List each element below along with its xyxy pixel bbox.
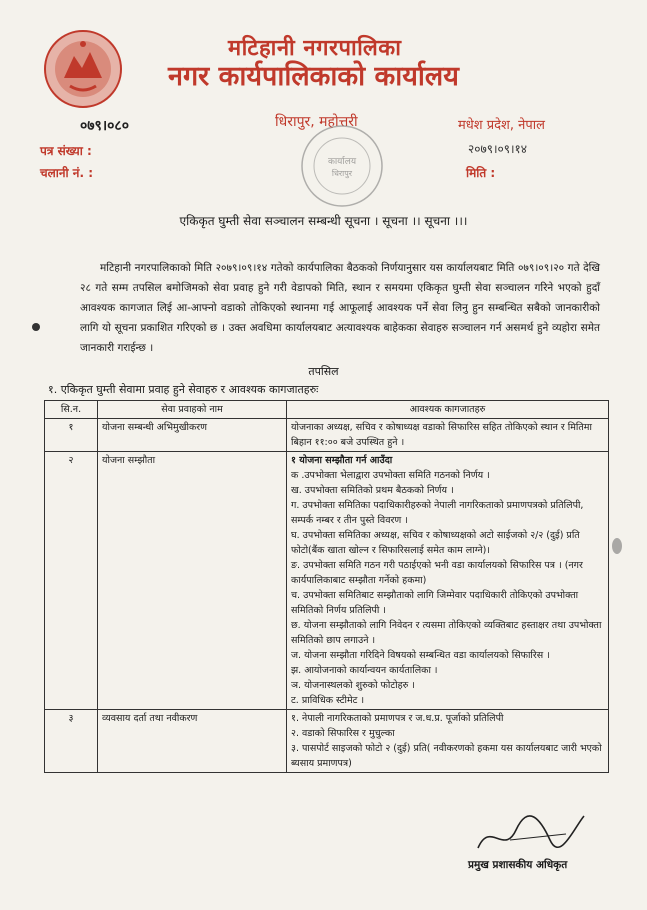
document-item: २. वडाको सिफारिस र मुचुल्का [291, 728, 395, 739]
list-title: १. एकिकृत घुम्ती सेवामा प्रवाह हुने सेवाहरु र आवश्यक कागजातहरुः [48, 383, 319, 396]
col-header-documents: आवश्यक कागजातहरु [287, 401, 609, 419]
table-header-row [45, 401, 609, 419]
notice-subject: एकिकृत घुम्ती सेवा सञ्चालन सम्बन्धी सूचना । सूचना ।। सूचना ।।। [179, 214, 468, 228]
row-sn: २ [45, 452, 98, 710]
table-row [45, 710, 609, 773]
document-item: योजनाका अध्यक्ष, सचिव र कोषाध्यक्ष वडाको सिफारिस सहित तोकिएको स्थान र मितिमा बिहान ११:०० बजे उपस्थित हुने । [291, 422, 592, 448]
province: मधेश प्रदेश, नेपाल [458, 118, 545, 133]
document-item: छ. योजना सम्झौताको लागि निवेदन र त्यसमा तोकिएको व्यक्तिबाट हस्ताक्षर तथा उपभोक्ता समितिको छाप लगाउने । [291, 620, 602, 646]
document-item: ज. योजना सम्झौता गरिदिने विषयको सम्बन्धित वडा कार्यालयको सिफारिस । [291, 650, 550, 661]
svg-text:कार्यालय: कार्यालय [327, 157, 357, 167]
row-documents [287, 710, 609, 773]
table-row [45, 419, 609, 452]
row-service: योजना सम्बन्धी अभिमुखीकरण [98, 419, 287, 452]
table-row [45, 452, 609, 710]
document-item: १ योजना सम्झौता गर्न आउँदा [291, 455, 393, 466]
fiscal-year: ०७९।०८० [80, 118, 129, 134]
document-item: ग. उपभोक्ता समितिका पदाधिकारीहरुको नेपाली नागरिकताको प्रमाणपत्रको प्रतिलिपी, सम्पर्क नम्बर र तीन पुस्ते विवरण । [291, 500, 584, 526]
ink-smudge [612, 538, 622, 554]
col-header-sn: सि.न. [45, 401, 98, 419]
letter-number-label: पत्र संख्या : [40, 144, 92, 158]
document-item: च. उपभोक्ता समितिबाट सम्झौताको लागि जिम्मेवार पदाधिकारी तोकिएको उपभोक्ता समितिको निर्णय प्रतिलिपी । [291, 590, 579, 616]
letter-date: २०७९।०९।१४ [468, 142, 528, 156]
col-header-service: सेवा प्रवाहको नाम [98, 401, 287, 419]
dispatch-number-label: चलानी नं. : [40, 166, 94, 180]
row-sn: १ [45, 419, 98, 452]
office-name: नगर कार्यपालिकाको कार्यालय [168, 61, 459, 92]
document-item: ञ. योजनास्थलको शुरुको फोटोहरु । [291, 680, 415, 691]
row-documents [287, 452, 609, 710]
notice-body: मटिहानी नगरपालिकाको मिति २०७९।०९।१४ गतेको कार्यपालिका बैठकको निर्णयानुसार यस कार्यालयबाट मिति ०७९।०९।२० गते देखि २८ गते सम्म तपसिल बमोजिमको सेवा प्रवाह हुने गरी वेडापको मिति, स्थान र समयमा एकिकृत घुम्ती सेवा सञ्चालन गरिने भएको हुदाँ आवश्यक कागजात लिई आ-आफ्नो वडाको तोकिएको स्थानमा गई आफूलाई आवश्यक पर्ने सेवा लिनु हुन सम्बन्धित सबैको जानकारीको लागि यो सूचना प्रकाशित गरिएको छ । उक्त अवधिमा कार्यालयबाट अत्यावश्यक बाहेकका सेवाहरु सञ्चालन गर्न असमर्थ हुने व्यहोरा समेत जानकारी गराईन्छ । [80, 262, 600, 354]
office-address: धिरापुर, महोत्तरी [275, 114, 358, 130]
nepal-emblem-logo [42, 28, 124, 110]
ink-dot [32, 323, 40, 331]
svg-text:धिरापुर: धिरापुर [331, 169, 353, 178]
signatory-title: प्रमुख प्रशासकीय अधिकृत [468, 859, 568, 871]
org-name: मटिहानी नगरपालिका [228, 36, 402, 61]
schedule-heading: तपसिल [308, 365, 339, 378]
document-item: ट. प्राविधिक स्टीमेट । [291, 695, 365, 706]
document-item: १. नेपाली नागरिकताको प्रमाणपत्र र ज.ध.प्र. पूर्जाको प्रतिलिपी [291, 713, 504, 724]
date-label: मिति : [466, 166, 496, 180]
document-item: ङ. उपभोक्ता समिति गठन गरी पठाईएको भनी वडा कार्यालयको सिफारिस पत्र । (नगर कार्यपालिकाबाट सम्झौता गर्नेको हकमा) [291, 560, 583, 586]
row-service: योजना सम्झौता [98, 452, 287, 710]
document-item: ३. पासपोर्ट साइजको फोटो २ (दुई) प्रति( नवीकरणको हकमा यस कार्यालयबाट जारी भएको ब्यसाय प्रमाणपत्र) [291, 743, 602, 769]
document-item: घ. उपभोक्ता समितिका अध्यक्ष, सचिव र कोषाध्यक्षको अटो साईजको २/२ (दुई) प्रति फोटो(बैंक खाता खोल्न र सिफारिसलाई समेत काम लाग्ने)। [291, 530, 580, 556]
office-stamp [296, 120, 388, 212]
row-sn: ३ [45, 710, 98, 773]
services-table [44, 400, 609, 773]
document-item: क .उपभोक्ता भेलाद्वारा उपभोक्ता समिति गठनको निर्णय । [291, 470, 490, 481]
signature-mark [470, 810, 590, 860]
document-item: ख. उपभोक्ता समितिको प्रथम बैठकको निर्णय । [291, 485, 454, 496]
row-documents [287, 419, 609, 452]
row-service: व्यवसाय दर्ता तथा नवीकरण [98, 710, 287, 773]
document-item: झ. आयोजनाको कार्यान्वयन कार्यतालिका । [291, 665, 438, 676]
